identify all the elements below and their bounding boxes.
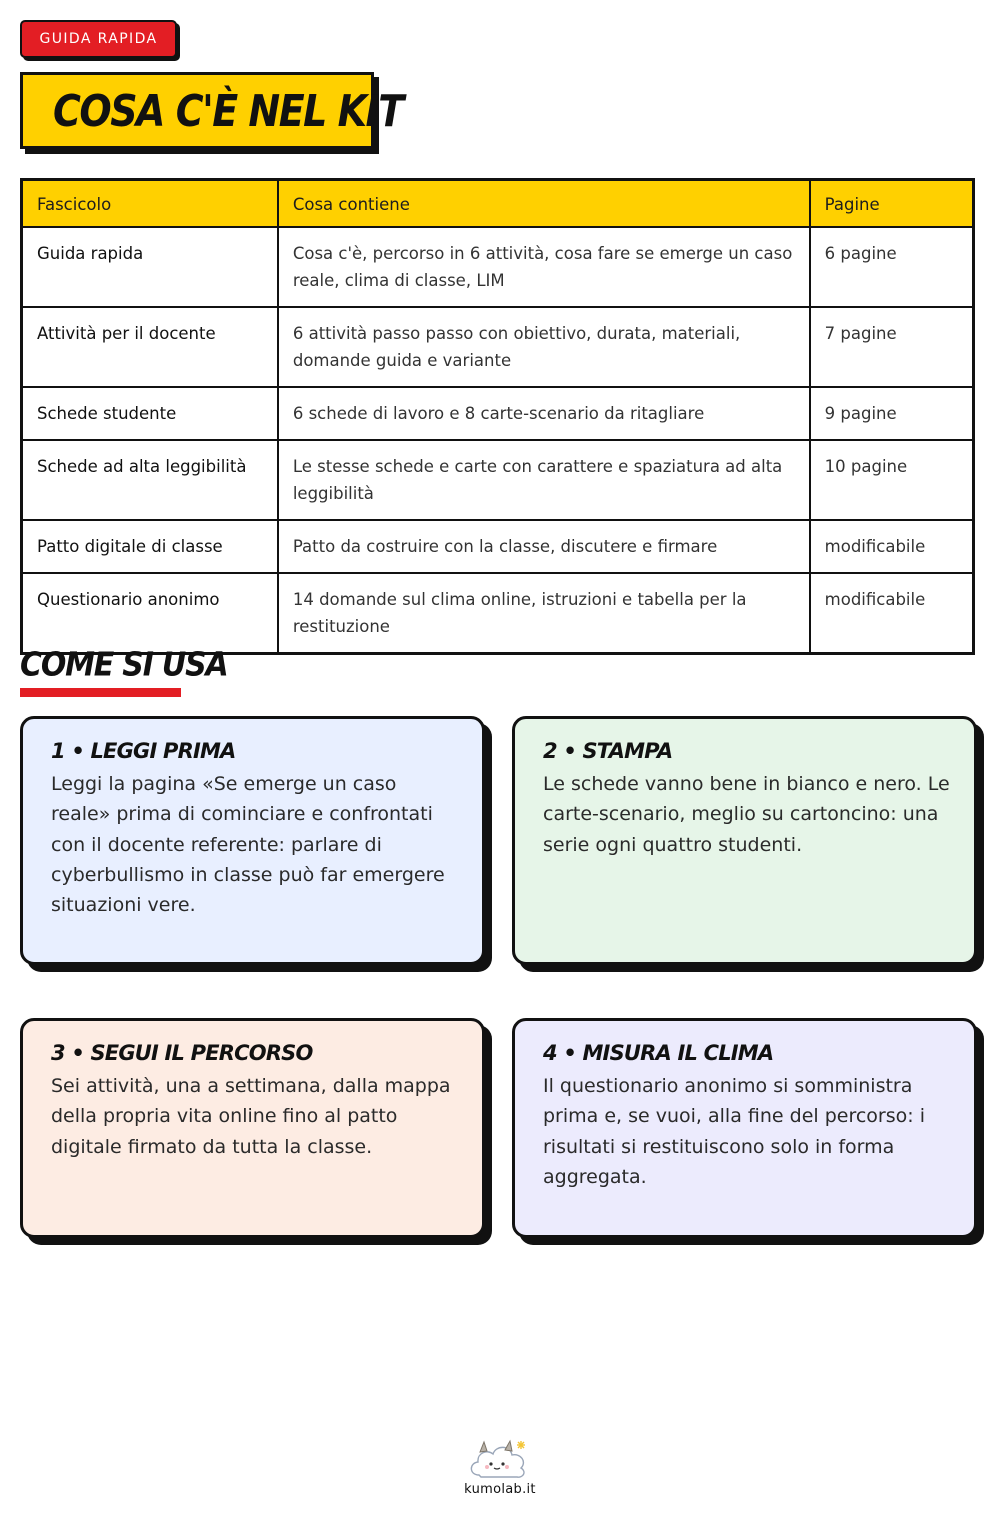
card-title: 4 • MISURA IL CLIMA: [543, 1041, 774, 1065]
page-title-box: [20, 72, 403, 149]
cell-contenuto: 6 attività passo passo con obiettivo, durata, materiali, domande guida e variante: [278, 307, 810, 387]
cell-contenuto: 6 schede di lavoro e 8 carte-scenario da ritagliare: [278, 387, 810, 440]
card-text: Leggi la pagina «Se emerge un caso reale» prima di cominciare e confrontati con il docente referente: parlare di cyberbullismo in classe può far emergere situazioni vere.: [51, 773, 445, 917]
cell-pagine: 7 pagine: [810, 307, 974, 387]
table-row: [22, 573, 974, 654]
table-row: [22, 387, 974, 440]
section-title-come-si-usa: COME SI USA: [20, 646, 228, 685]
table-header-row: [22, 180, 974, 228]
section-underline: [20, 688, 181, 697]
cell-fascicolo: Questionario anonimo: [22, 573, 278, 654]
card-stampa: [512, 716, 977, 965]
card-title: 1 • LEGGI PRIMA: [51, 739, 236, 763]
cell-fascicolo: Schede ad alta leggibilità: [22, 440, 278, 520]
card-text: Le schede vanno bene in bianco e nero. Le carte-scenario, meglio su cartoncino: una serie ogni quattro studenti.: [543, 773, 950, 856]
card-title: 2 • STAMPA: [543, 739, 673, 763]
cell-fascicolo: Attività per il docente: [22, 307, 278, 387]
kit-contents-table: [20, 178, 975, 655]
cell-fascicolo: Patto digitale di classe: [22, 520, 278, 573]
card-text: Il questionario anonimo si somministra prima e, se vuoi, alla fine del percorso: i risultati si restituiscono solo in forma aggregata.: [543, 1075, 925, 1188]
cloud-mascot-icon: [465, 1437, 533, 1483]
cell-pagine: modificabile: [810, 573, 974, 654]
card-segui-il-percorso: [20, 1018, 485, 1238]
card-title: 3 • SEGUI IL PERCORSO: [51, 1041, 313, 1065]
page-title: COSA C'È NEL KIT: [53, 85, 403, 136]
column-header-pagine: Pagine: [810, 180, 974, 228]
cell-fascicolo: Guida rapida: [22, 227, 278, 307]
card-text: Sei attività, una a settimana, dalla mappa della propria vita online fino al patto digitale firmato da tutta la classe.: [51, 1075, 451, 1158]
guide-tag: GUIDA RAPIDA: [20, 20, 177, 58]
column-header-contenuto: Cosa contiene: [278, 180, 810, 228]
table-row: [22, 440, 974, 520]
cell-contenuto: Le stesse schede e carte con carattere e spaziatura ad alta leggibilità: [278, 440, 810, 520]
card-leggi-prima: [20, 716, 485, 965]
footer-site: kumolab.it: [464, 1482, 536, 1497]
cell-contenuto: 14 domande sul clima online, istruzioni e tabella per la restituzione: [278, 573, 810, 654]
cell-contenuto: Patto da costruire con la classe, discutere e firmare: [278, 520, 810, 573]
cell-fascicolo: Schede studente: [22, 387, 278, 440]
card-misura-il-clima: [512, 1018, 977, 1238]
cell-contenuto: Cosa c'è, percorso in 6 attività, cosa fare se emerge un caso reale, clima di classe, LIM: [278, 227, 810, 307]
table-row: [22, 520, 974, 573]
cell-pagine: modificabile: [810, 520, 974, 573]
column-header-fascicolo: Fascicolo: [22, 180, 278, 228]
table-row: [22, 307, 974, 387]
table-row: [22, 227, 974, 307]
cell-pagine: 10 pagine: [810, 440, 974, 520]
cell-pagine: 6 pagine: [810, 227, 974, 307]
cell-pagine: 9 pagine: [810, 387, 974, 440]
